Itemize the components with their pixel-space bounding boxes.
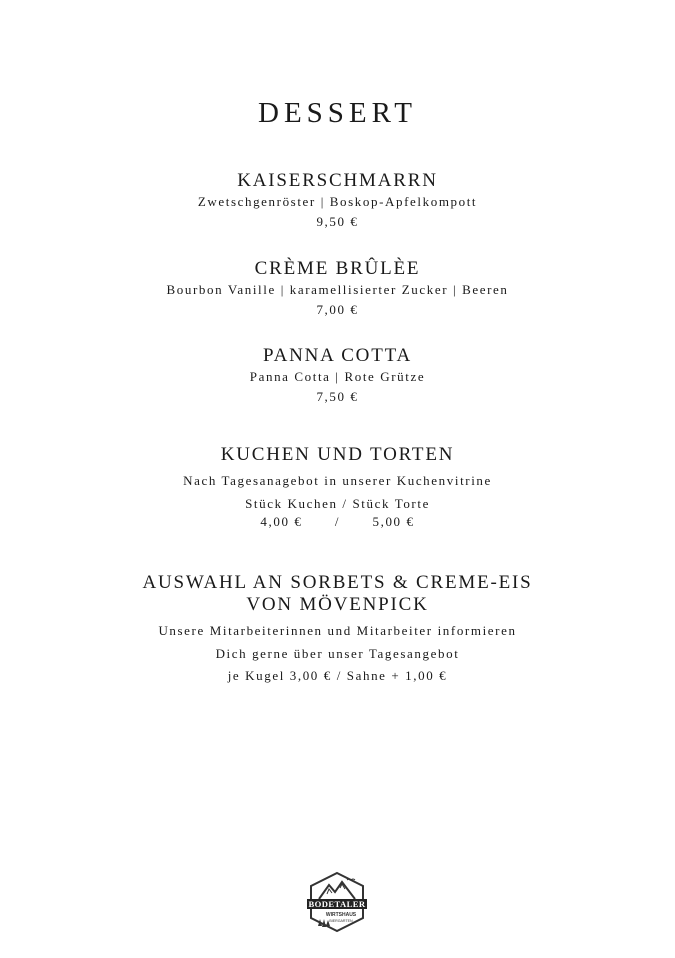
dish-kaiserschmarrn [0,170,675,231]
dish-price: 7,50 € [316,389,359,404]
section-kuchen-torten [0,444,675,533]
section-title-line: VON MÖVENPICK [246,594,429,615]
logo-brand: BODETALER [308,899,366,909]
dish-description: Panna Cotta | Rote Grütze [249,369,426,384]
brand-logo [307,871,367,933]
section-sorbets-eis [0,572,675,688]
dish-name: CRÈME BRÛLÈE [254,258,421,279]
kuchen-prices [0,510,675,533]
dish-price: 7,00 € [316,302,359,317]
page-title: DESSERT [258,97,417,130]
dish-name: PANNA COTTA [262,345,412,366]
eis-prices: je Kugel 3,00 € / Sahne + 1,00 € [227,668,448,683]
price-separator: / [334,514,341,529]
kuchen-options: Stück Kuchen / Stück Torte [245,496,430,511]
section-title: KUCHEN UND TORTEN [220,444,455,465]
dish-panna-cotta [0,345,675,406]
logo-sub: WIRTSHAUS [325,912,357,918]
kuchen-description: Nach Tagesanagebot in unserer Kuchenvitrine [183,473,492,488]
eis-info: Unsere Mitarbeiterinnen und Mitarbeiter informieren [158,623,517,638]
price-torte: 5,00 € [372,514,415,529]
logo-place: BIERGARTEN [329,919,353,923]
dish-price: 9,50 € [316,214,359,229]
section-title [0,572,675,616]
dish-name: KAISERSCHMARRN [237,170,438,191]
section-title-line: AUSWAHL AN SORBETS & CREME-EIS [142,572,533,593]
price-piece: 4,00 € [260,514,303,529]
dish-description: Zwetschgenröster | Boskop-Apfelkompott [197,194,478,209]
dish-description: Bourbon Vanille | karamellisierter Zucker | Beeren [166,282,509,297]
eis-info: Dich gerne über unser Tagesangebot [215,645,460,661]
mountain-badge-icon [307,871,367,933]
dish-creme-brulee [0,258,675,319]
